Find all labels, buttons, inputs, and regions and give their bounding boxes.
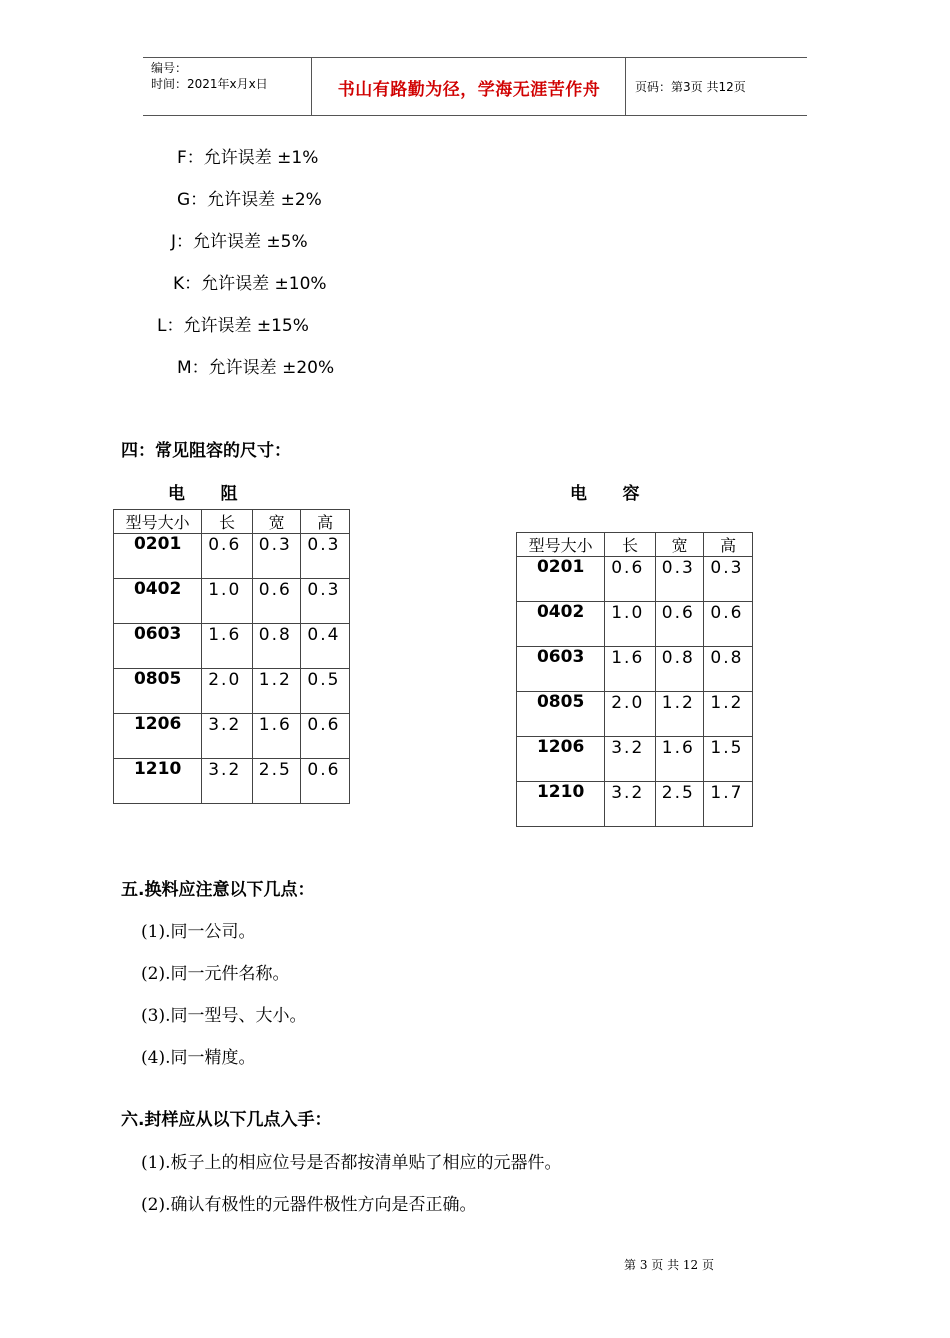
table-row (114, 669, 350, 714)
height-cell: 0.3 (301, 534, 350, 579)
table-row (517, 557, 753, 602)
model-cell: 1206 (114, 714, 202, 759)
column-header: 高 (704, 533, 753, 557)
length-cell: 3.2 (605, 737, 656, 782)
width-cell: 2.5 (252, 759, 301, 804)
length-cell: 1.0 (605, 602, 656, 647)
table-header-row (114, 510, 350, 534)
column-header: 宽 (252, 510, 301, 534)
column-header: 高 (301, 510, 350, 534)
header-meta (151, 60, 268, 92)
header-motto: 书山有路勤为径，学海无涯苦作舟 (337, 80, 601, 100)
width-cell: 2.5 (655, 782, 704, 827)
model-cell: 0805 (517, 692, 605, 737)
table-row (517, 647, 753, 692)
header-divider (311, 58, 312, 115)
length-cell: 1.0 (202, 579, 253, 624)
width-cell: 0.6 (252, 579, 301, 624)
column-header: 长 (202, 510, 253, 534)
table-row (517, 782, 753, 827)
length-cell: 3.2 (202, 759, 253, 804)
width-cell: 1.6 (252, 714, 301, 759)
height-cell: 0.3 (704, 557, 753, 602)
height-cell: 0.6 (301, 714, 350, 759)
tolerance-l: L：允许误差 ±15% (157, 316, 309, 336)
resistor-size-table (113, 509, 350, 804)
capacitor-title: 电 容 (570, 484, 640, 504)
length-cell: 0.6 (605, 557, 656, 602)
height-cell: 0.3 (301, 579, 350, 624)
table-row (114, 759, 350, 804)
table-row (114, 714, 350, 759)
tolerance-f: F：允许误差 ±1% (177, 148, 319, 168)
list-item: (2).同一元件名称。 (141, 964, 290, 984)
model-cell: 0201 (517, 557, 605, 602)
width-cell: 0.8 (252, 624, 301, 669)
height-cell: 0.5 (301, 669, 350, 714)
section-4-title: 四：常见阻容的尺寸： (121, 441, 291, 461)
model-cell: 0603 (517, 647, 605, 692)
table-row (517, 602, 753, 647)
length-cell: 1.6 (202, 624, 253, 669)
length-cell: 0.6 (202, 534, 253, 579)
page-footer: 第 3 页 共 12 页 (624, 1258, 714, 1272)
serial-label: 编号： (151, 61, 188, 75)
width-cell: 1.6 (655, 737, 704, 782)
model-cell: 0805 (114, 669, 202, 714)
width-cell: 0.6 (655, 602, 704, 647)
table-header-row (517, 533, 753, 557)
length-cell: 2.0 (202, 669, 253, 714)
model-cell: 0201 (114, 534, 202, 579)
page-header (143, 57, 807, 116)
model-cell: 1206 (517, 737, 605, 782)
table-row (114, 534, 350, 579)
list-item: (3).同一型号、大小。 (141, 1006, 307, 1026)
table-row (114, 579, 350, 624)
column-header: 宽 (655, 533, 704, 557)
length-cell: 3.2 (202, 714, 253, 759)
table-row (517, 692, 753, 737)
tolerance-j: J：允许误差 ±5% (171, 232, 308, 252)
resistor-title: 电 阻 (168, 484, 238, 504)
header-divider (625, 58, 626, 115)
section-5-title: 五.换料应注意以下几点： (121, 880, 315, 900)
tolerance-k: K：允许误差 ±10% (173, 274, 327, 294)
height-cell: 0.4 (301, 624, 350, 669)
table-row (114, 624, 350, 669)
length-cell: 1.6 (605, 647, 656, 692)
model-cell: 0402 (517, 602, 605, 647)
width-cell: 1.2 (252, 669, 301, 714)
height-cell: 0.8 (704, 647, 753, 692)
list-item: (1).同一公司。 (141, 922, 256, 942)
model-cell: 0603 (114, 624, 202, 669)
width-cell: 1.2 (655, 692, 704, 737)
table-row (517, 737, 753, 782)
header-page-info: 页码：第3页 共12页 (635, 80, 746, 94)
width-cell: 0.8 (655, 647, 704, 692)
height-cell: 1.2 (704, 692, 753, 737)
tolerance-g: G：允许误差 ±2% (177, 190, 322, 210)
list-item: (2).确认有极性的元器件极性方向是否正确。 (141, 1195, 477, 1215)
column-header: 长 (605, 533, 656, 557)
height-cell: 1.7 (704, 782, 753, 827)
width-cell: 0.3 (655, 557, 704, 602)
model-cell: 0402 (114, 579, 202, 624)
column-header: 型号大小 (114, 510, 202, 534)
time-label: 时间：2021年x月x日 (151, 77, 268, 91)
height-cell: 0.6 (704, 602, 753, 647)
list-item: (4).同一精度。 (141, 1048, 256, 1068)
model-cell: 1210 (517, 782, 605, 827)
capacitor-size-table (516, 532, 753, 827)
length-cell: 3.2 (605, 782, 656, 827)
model-cell: 1210 (114, 759, 202, 804)
tolerance-m: M：允许误差 ±20% (177, 358, 335, 378)
height-cell: 0.6 (301, 759, 350, 804)
column-header: 型号大小 (517, 533, 605, 557)
list-item: (1).板子上的相应位号是否都按清单贴了相应的元器件。 (141, 1153, 562, 1173)
width-cell: 0.3 (252, 534, 301, 579)
section-6-title: 六.封样应从以下几点入手： (121, 1110, 332, 1130)
length-cell: 2.0 (605, 692, 656, 737)
height-cell: 1.5 (704, 737, 753, 782)
